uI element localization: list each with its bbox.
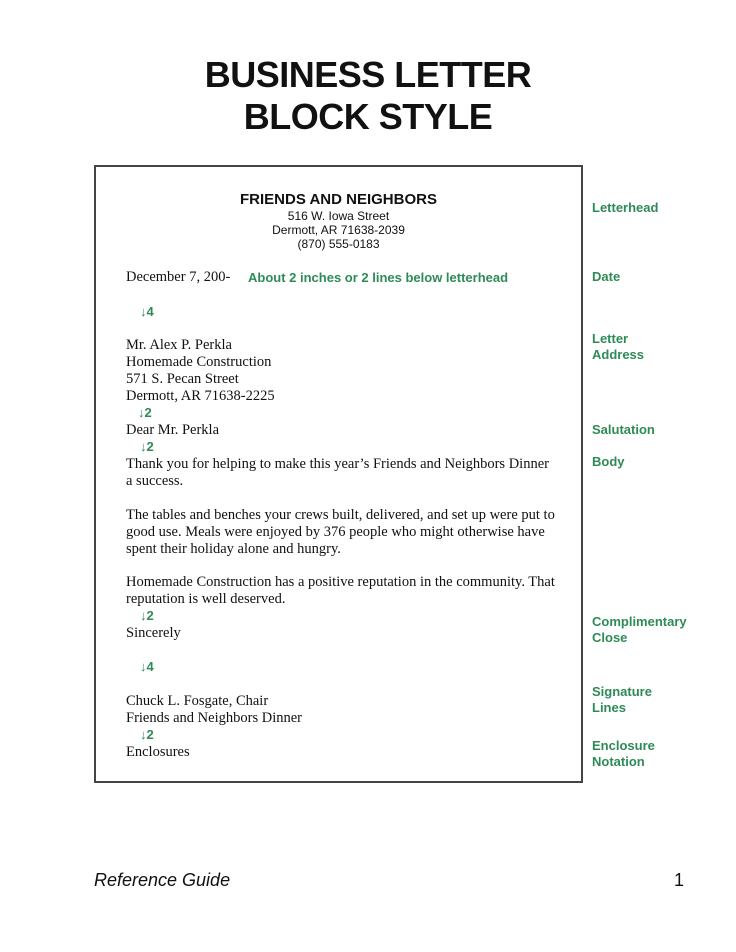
body-p2-line-1: The tables and benches your crews built, delivered, and set up were put to bbox=[126, 507, 555, 523]
body-p1-line-2: a success. bbox=[126, 473, 184, 489]
label-salutation: Salutation bbox=[592, 422, 655, 437]
complimentary-close: Sincerely bbox=[126, 625, 181, 641]
letterhead-name: FRIENDS AND NEIGHBORS bbox=[240, 191, 437, 208]
page-title bbox=[0, 54, 736, 138]
spacing-marker-after-date: ↓4 bbox=[140, 304, 154, 319]
label-letterhead: Letterhead bbox=[592, 200, 659, 215]
label-letter-address: Letter Address bbox=[592, 331, 645, 362]
signature-line-1: Chuck L. Fosgate, Chair bbox=[126, 693, 269, 709]
address-line-3: 571 S. Pecan Street bbox=[126, 371, 239, 387]
title-line-1: BUSINESS LETTER bbox=[204, 54, 532, 95]
body-p3-line-1: Homemade Construction has a positive reputation in the community. That bbox=[126, 574, 555, 590]
label-enclosure-notation: Enclosure Notation bbox=[592, 738, 655, 769]
spacing-marker-after-salutation: ↓2 bbox=[140, 439, 154, 454]
label-signature-lines: Signature Lines bbox=[592, 684, 652, 715]
footer-reference-guide: Reference Guide bbox=[94, 870, 231, 890]
date-note: About 2 inches or 2 lines below letterhead bbox=[248, 270, 509, 285]
spacing-marker-after-address: ↓2 bbox=[138, 405, 152, 420]
spacing-marker-after-signature: ↓2 bbox=[140, 727, 154, 742]
salutation: Dear Mr. Perkla bbox=[126, 422, 220, 438]
letter-date: December 7, 200- bbox=[126, 269, 231, 285]
label-body: Body bbox=[592, 454, 625, 469]
title-line-2: BLOCK STYLE bbox=[243, 96, 493, 137]
enclosure-notation: Enclosures bbox=[126, 744, 190, 760]
spacing-marker-after-close: ↓4 bbox=[140, 659, 154, 674]
letterhead-city: Dermott, AR 71638-2039 bbox=[272, 223, 405, 237]
label-complimentary-close: Complimentary Close bbox=[592, 614, 687, 645]
signature-line-2: Friends and Neighbors Dinner bbox=[126, 710, 302, 726]
address-line-2: Homemade Construction bbox=[126, 354, 272, 370]
body-p3-line-2: reputation is well deserved. bbox=[126, 591, 286, 607]
label-date: Date bbox=[592, 269, 621, 284]
body-p2-line-3: spent their holiday alone and hungry. bbox=[126, 541, 341, 557]
letterhead-phone: (870) 555-0183 bbox=[297, 237, 380, 251]
address-line-4: Dermott, AR 71638-2225 bbox=[126, 388, 275, 404]
address-line-1: Mr. Alex P. Perkla bbox=[126, 337, 232, 353]
letterhead-street: 516 W. Iowa Street bbox=[287, 209, 390, 223]
body-p2-line-2: good use. Meals were enjoyed by 376 people who might otherwise have bbox=[126, 524, 545, 540]
spacing-marker-after-body: ↓2 bbox=[140, 608, 154, 623]
body-p1-line-1: Thank you for helping to make this year’s Friends and Neighbors Dinner bbox=[126, 456, 549, 472]
footer-page-number: 1 bbox=[674, 870, 685, 890]
